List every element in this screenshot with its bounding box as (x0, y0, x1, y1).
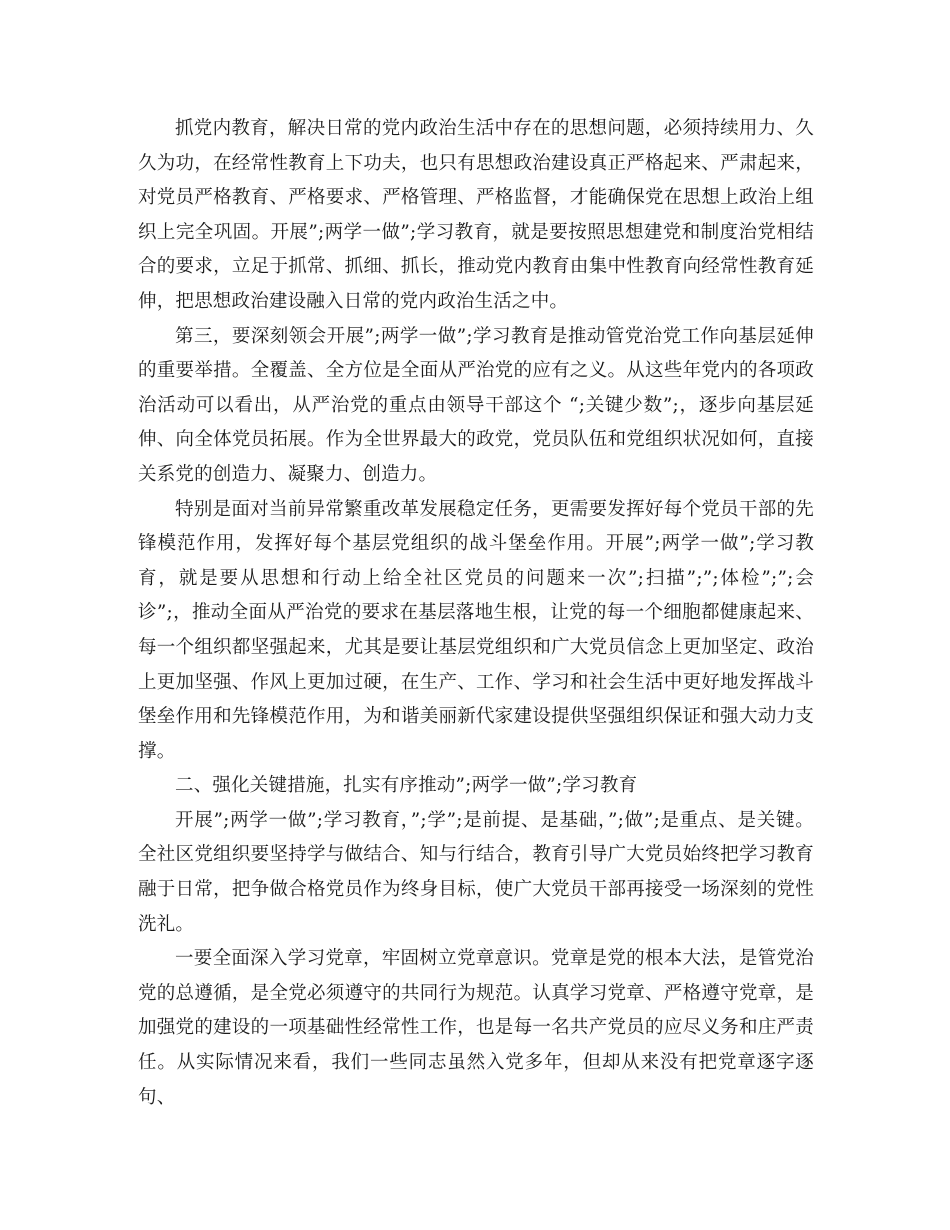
section-heading: 二、强化关键措施，扎实有序推动”;两学一做”;学习教育 (175, 775, 638, 797)
paragraph: 一要全面深入学习党章，牢固树立党章意识。党章是党的根本大法，是管党治党的总遵循，是全党必须遵守的共同行为规范。认真学习党章、严格遵守党章，是加强党的建设的一项基础性经常性工作，也是每一名共产党员的应尽义务和庄严责任。从实际情况来看，我们一些同志虽然入党多年，但却从来没有把党章逐字逐句、 (138, 948, 814, 1108)
paragraph: 第三，要深刻领会开展”;两学一做”;学习教育是推动管党治党工作向基层延伸的重要举措。全覆盖、全方位是全面从严治党的应有之义。从这些年党内的各项政治活动可以看出，从严治党的重点由领导干部这个 “;关键少数”;，逐步向基层延伸、向全体党员拓展。作为全世界最大的政党，党员队伍和党组织状况如何，直接关系党的创造力、凝聚力、创造力。 (138, 325, 814, 485)
paragraph: 开展”;两学一做”;学习教育，”;学”;是前提、是基础，”;做”;是重点、是关键。全社区党组织要坚持学与做结合、知与行结合，教育引导广大党员始终把学习教育融于日常，把争做合格党员作为终身目标，使广大党员干部再接受一场深刻的党性洗礼。 (138, 809, 814, 935)
paragraph: 抓党内教育，解决日常的党内政治生活中存在的思想问题，必须持续用力、久久为功，在经常性教育上下功夫，也只有思想政治建设真正严格起来、严肃起来，对党员严格教育、严格要求、严格管理、严格监督，才能确保党在思想上政治上组织上完全巩固。开展”;两学一做”;学习教育，就是要按照思想建党和制度治党相结合的要求，立足于抓常、抓细、抓长，推动党内教育由集中性教育向经常性教育延伸，把思想政治建设融入日常的党内政治生活之中。 (138, 118, 814, 312)
paragraph: 特别是面对当前异常繁重改革发展稳定任务，更需要发挥好每个党员干部的先锋模范作用，发挥好每个基层党组织的战斗堡垒作用。开展”;两学一做”;学习教育，就是要从思想和行动上给全社区党员的问题来一次”;扫描”;”;体检”;”;会诊”;，推动全面从严治党的要求在基层落地生根，让党的每一个细胞都健康起来、每一个组织都坚强起来，尤其是要让基层党组织和广大党员信念上更加坚定、政治上更加坚强、作风上更加过硬，在生产、工作、学习和社会生活中更好地发挥战斗堡垒作用和先锋模范作用，为和谐美丽新代家建设提供坚强组织保证和强大动力支撑。 (138, 498, 814, 762)
document-body (138, 112, 814, 1115)
